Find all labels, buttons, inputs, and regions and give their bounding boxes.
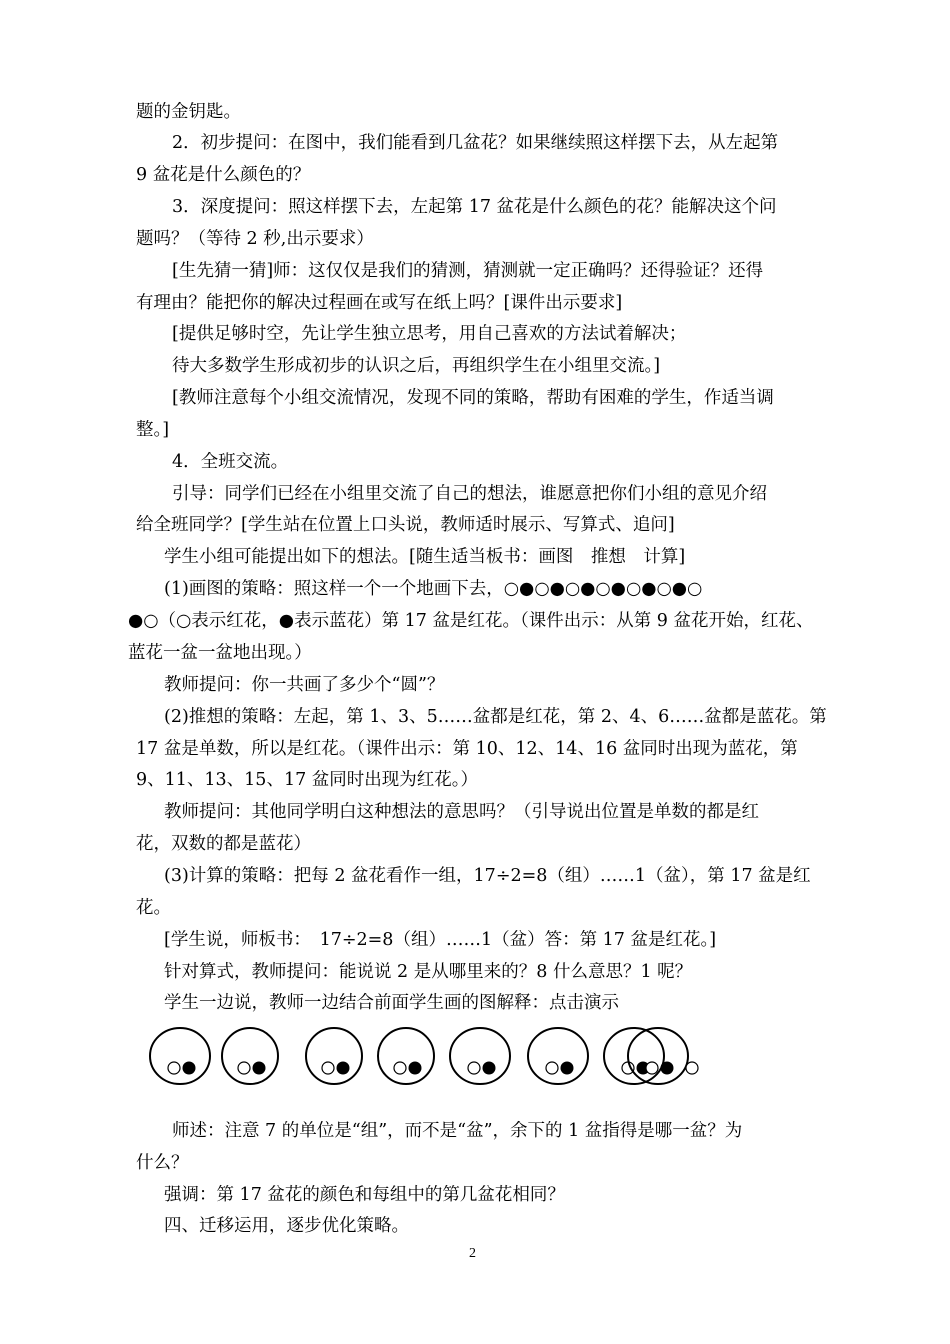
text-line: [教师注意每个小组交流情况，发现不同的策略，帮助有困难的学生，作适当调 xyxy=(172,388,774,408)
blue-flower-dot xyxy=(183,1062,196,1075)
text-line: 题吗？（等待 2 秒,出示要求） xyxy=(136,229,374,249)
red-flower-dot xyxy=(646,1062,658,1074)
blue-flower-dot xyxy=(337,1062,350,1075)
text-line: 17 盆是单数，所以是红花。（课件出示：第 10、12、14、16 盆同时出现为蓝花，第 xyxy=(136,739,798,759)
text-line: 花。 xyxy=(136,898,171,918)
remainder-flower-dot xyxy=(686,1062,698,1074)
text-line: 什么？ xyxy=(136,1153,189,1173)
text-line: 3．深度提问：照这样摆下去，左起第 17 盆花是什么颜色的花？能解决这个问 xyxy=(172,197,777,217)
red-flower-dot xyxy=(238,1062,250,1074)
group-oval xyxy=(628,1028,688,1084)
text-line: 2．初步提问：在图中，我们能看到几盆花？如果继续照这样摆下去，从左起第 xyxy=(172,133,779,153)
group-oval xyxy=(378,1028,434,1084)
blue-flower-dot xyxy=(253,1062,266,1075)
text-line: 师述：注意 7 的单位是“组”，而不是“盆”，余下的 1 盆指得是哪一盆？为 xyxy=(172,1121,743,1141)
text-line: (3)计算的策略：把每 2 盆花看作一组，17÷2=8（组）……1（盆），第 17 盆是红 xyxy=(164,866,811,886)
text-line: 强调：第 17 盆花的颜色和每组中的第几盆花相同？ xyxy=(164,1185,565,1205)
group-oval xyxy=(150,1028,210,1084)
text-line: 引导：同学们已经在小组里交流了自己的想法，谁愿意把你们小组的意见介绍 xyxy=(172,484,767,504)
text-line: 针对算式，教师提问：能说说 2 是从哪里来的？8 什么意思？1 呢？ xyxy=(164,962,693,982)
page-number: 2 xyxy=(469,1246,476,1261)
red-flower-dot xyxy=(622,1062,634,1074)
group-oval xyxy=(450,1028,510,1084)
blue-flower-dot xyxy=(561,1062,574,1075)
red-flower-dot xyxy=(168,1062,180,1074)
text-line: 蓝花一盆一盆地出现。） xyxy=(128,643,312,663)
text-line: 题的金钥匙。 xyxy=(136,102,241,122)
red-flower-dot xyxy=(322,1062,334,1074)
blue-flower-dot xyxy=(483,1062,496,1075)
red-flower-dot xyxy=(546,1062,558,1074)
red-flower-dot xyxy=(394,1062,406,1074)
group-oval xyxy=(306,1028,362,1084)
group-oval xyxy=(528,1028,588,1084)
text-line: (2)推想的策略：左起，第 1、3、5……盆都是红花，第 2、4、6……盆都是蓝花。第 xyxy=(164,707,827,727)
text-line: [生先猜一猜]师：这仅仅是我们的猜测，猜测就一定正确吗？还得验证？还得 xyxy=(172,261,764,281)
text-line: 待大多数学生形成初步的认识之后，再组织学生在小组里交流。] xyxy=(172,356,661,376)
text-line: 学生一边说，教师一边结合前面学生画的图解释：点击演示 xyxy=(164,993,619,1013)
blue-flower-dot xyxy=(409,1062,422,1075)
text-line: 整。] xyxy=(136,420,170,440)
group-oval xyxy=(222,1028,278,1084)
text-line: 四、迁移运用，逐步优化策略。 xyxy=(164,1216,409,1236)
text-line: 9 盆花是什么颜色的？ xyxy=(136,165,311,185)
text-line: [提供足够时空，先让学生独立思考，用自己喜欢的方法试着解决； xyxy=(172,324,687,344)
text-line: 4．全班交流。 xyxy=(172,452,289,472)
text-line: 9、11、13、15、17 盆同时出现为红花。） xyxy=(136,770,479,790)
text-line: (1)画图的策略：照这样一个一个地画下去，○●○●○●○●○●○●○ xyxy=(164,579,703,599)
text-line: 花，双数的都是蓝花） xyxy=(136,834,311,854)
text-line: 教师提问：其他同学明白这种想法的意思吗？（引导说出位置是单数的都是红 xyxy=(164,802,759,822)
text-line: 给全班同学？[学生站在位置上口头说，教师适时展示、写算式、追问] xyxy=(136,515,675,535)
red-flower-dot xyxy=(468,1062,480,1074)
blue-flower-dot xyxy=(661,1062,674,1075)
flower-grouping-diagram xyxy=(148,1024,708,1094)
text-line: 教师提问：你一共画了多少个“圆”？ xyxy=(164,675,445,695)
text-line: [学生说，师板书： 17÷2=8（组）……1（盆）答：第 17 盆是红花。] xyxy=(164,930,717,950)
text-line: 有理由？能把你的解决过程画在或写在纸上吗？[课件出示要求] xyxy=(136,293,623,313)
text-line: 学生小组可能提出如下的想法。[随生适当板书：画图 推想 计算] xyxy=(164,547,686,567)
text-line: ●○（○表示红花，●表示蓝花）第 17 盆是红花。（课件出示：从第 9 盆花开始，红花、 xyxy=(128,611,814,631)
group-oval xyxy=(604,1028,664,1084)
